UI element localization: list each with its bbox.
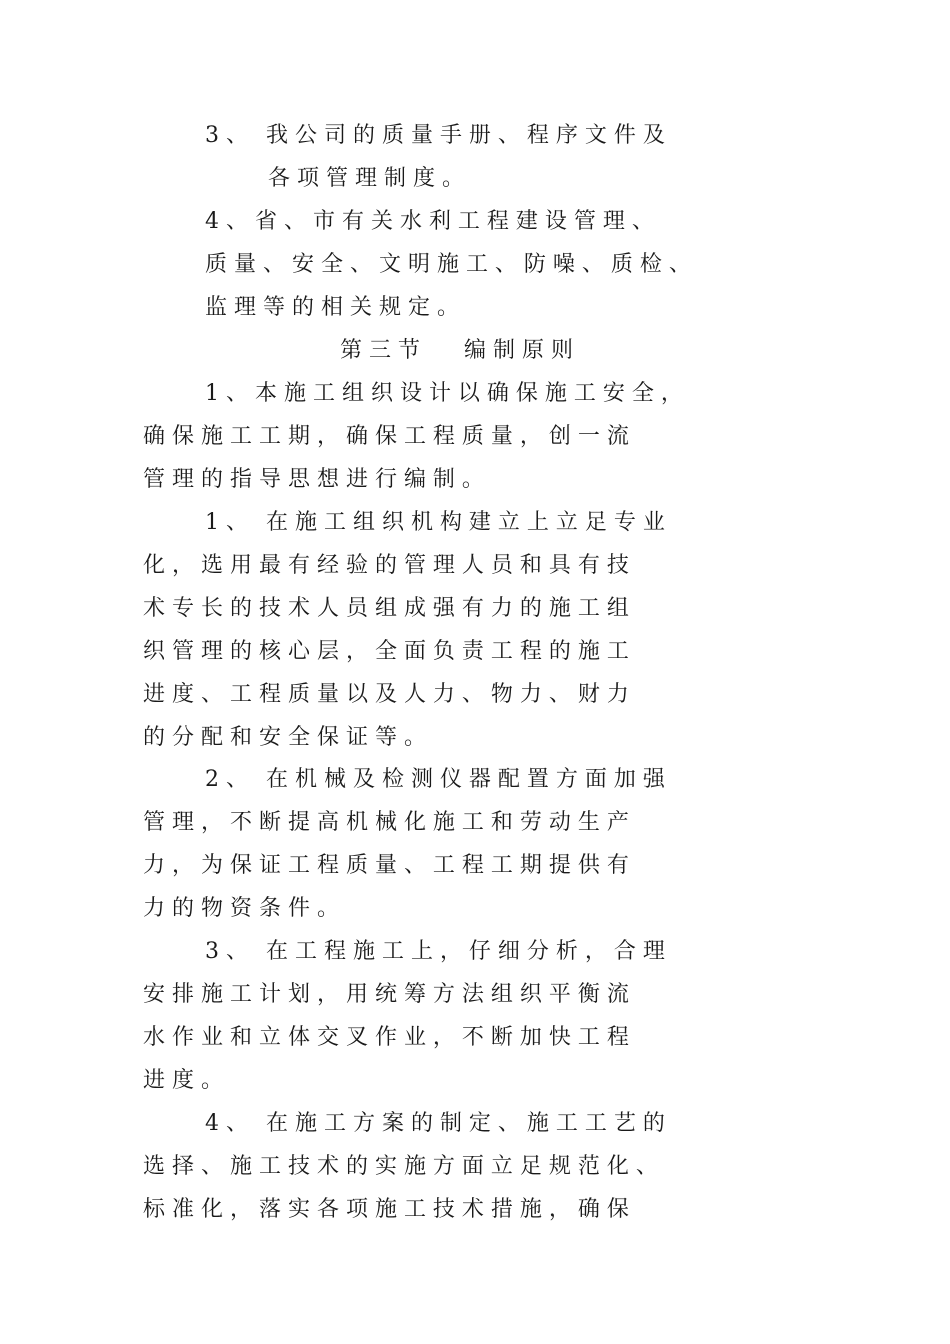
text-line: 2 、 在 机 械 及 检 测 仪 器 配 置 方 面 加 强 [205, 767, 665, 792]
text-line: 管 理 ， 不 断 提 高 机 械 化 施 工 和 劳 动 生 产 [143, 810, 629, 835]
text-line: 进 度 、 工 程 质 量 以 及 人 力 、 物 力 、 财 力 [143, 682, 629, 707]
text-line: 织 管 理 的 核 心 层 ， 全 面 负 责 工 程 的 施 工 [143, 639, 629, 664]
text-line: 4 、 在 施 工 方 案 的 制 定 、 施 工 工 艺 的 [205, 1111, 665, 1136]
text-line: 各 项 管 理 制 度 。 [268, 166, 464, 191]
section-heading: 第 三 节 编 制 原 则 [340, 338, 573, 363]
text-line: 安 排 施 工 计 划 ， 用 统 筹 方 法 组 织 平 衡 流 [143, 982, 629, 1007]
text-line: 3 、 我 公 司 的 质 量 手 册 、 程 序 文 件 及 [205, 123, 665, 148]
text-line: 选 择 、 施 工 技 术 的 实 施 方 面 立 足 规 范 化 、 [143, 1154, 658, 1179]
text-line: 管 理 的 指 导 思 想 进 行 编 制 。 [143, 467, 484, 492]
text-line: 监 理 等 的 相 关 规 定 。 [205, 295, 459, 320]
text-line: 1 、 本 施 工 组 织 设 计 以 确 保 施 工 安 全 ， [205, 381, 683, 406]
text-line: 力 ， 为 保 证 工 程 质 量 、 工 程 工 期 提 供 有 [143, 853, 629, 878]
text-line: 标 准 化 ， 落 实 各 项 施 工 技 术 措 施 ， 确 保 [143, 1197, 629, 1222]
text-line: 3 、 在 工 程 施 工 上 ， 仔 细 分 析 ， 合 理 [205, 939, 665, 964]
text-line: 化 ， 选 用 最 有 经 验 的 管 理 人 员 和 具 有 技 [143, 553, 629, 578]
text-line: 进 度 。 [143, 1068, 223, 1093]
text-line: 水 作 业 和 立 体 交 叉 作 业 ， 不 断 加 快 工 程 [143, 1025, 629, 1050]
text-line: 的 分 配 和 安 全 保 证 等 。 [143, 725, 426, 750]
text-line: 质 量 、 安 全 、 文 明 施 工 、 防 噪 、 质 检 、 [205, 252, 691, 277]
text-line: 1 、 在 施 工 组 织 机 构 建 立 上 立 足 专 业 [205, 510, 665, 535]
text-line: 确 保 施 工 工 期 ， 确 保 工 程 质 量 ， 创 一 流 [143, 424, 629, 449]
text-line: 力 的 物 资 条 件 。 [143, 896, 339, 921]
text-line: 4 、 省 、 市 有 关 水 利 工 程 建 设 管 理 、 [205, 209, 654, 234]
text-line: 术 专 长 的 技 术 人 员 组 成 强 有 力 的 施 工 组 [143, 596, 629, 621]
